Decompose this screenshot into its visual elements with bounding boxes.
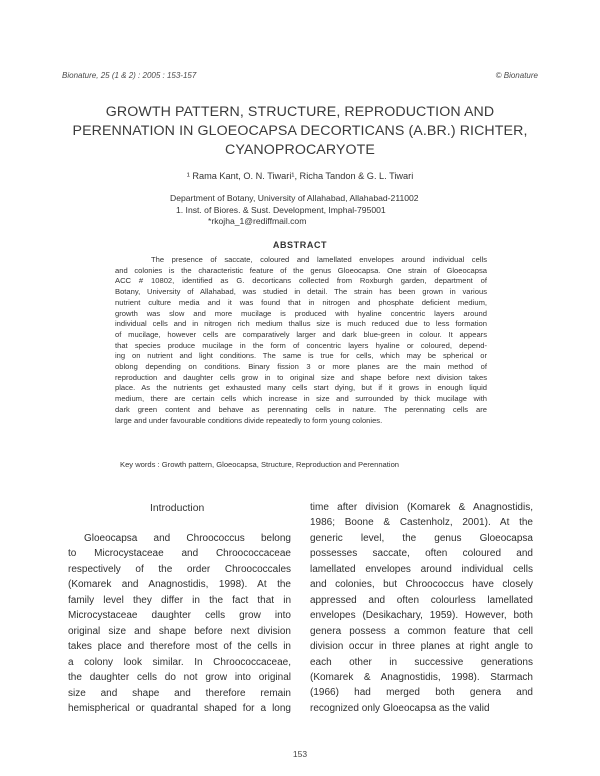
keywords: Key words : Growth pattern, Gloeocapsa, Structure, Reproduction and Perennation <box>120 460 400 469</box>
page-number: 153 <box>292 749 308 759</box>
right-column <box>310 500 533 716</box>
body-line: (1966) had merged both genera and <box>310 687 533 699</box>
body-line: Gloeocapsa and Chroococcus belong <box>84 533 291 544</box>
body-line: hemispherical or quadrantal shaped for a long <box>68 702 291 714</box>
affiliation-line-2: 1. Inst. of Biores. & Sust. Development, Imphal-795001 <box>176 204 386 215</box>
journal-citation: Bionature, 25 (1 & 2) : 2005 : 153-157 <box>62 71 197 80</box>
abstract-line: that species produce mucilage in the form of concentric layers hyaline or coloured, depend- <box>115 340 487 350</box>
body-line: recognized only Gloeocapsa as the valid <box>310 702 490 714</box>
abstract-line: individual cells and in nitrogen rich medium thallus size is much reduced due to less formation <box>115 319 487 329</box>
body-line: (Komarek and Anagnostidis, 1998). At the <box>68 579 291 591</box>
abstract-line: reproduction and daughter cells grow in to original size and shape before next division takes <box>115 372 487 382</box>
abstract-line: of mucilage, however cells are comparatively larger and dark blue-green in colour. It appears <box>115 329 487 339</box>
body-line: to Microcystaceae and Chroococcaceae <box>68 548 291 560</box>
abstract-line: medium, there are certain cells which increase in size and surrounded by thick mucilage with <box>115 394 487 404</box>
affiliations <box>170 193 470 228</box>
title-line-2: PERENNATION IN GLOEOCAPSA DECORTICANS (A.BR.) RICHTER, <box>72 123 528 139</box>
paper-title <box>70 103 530 160</box>
affiliation-line-1: Department of Botany, University of Allahabad, Allahabad-211002 <box>170 193 419 203</box>
body-line: a colony look similar. In Chroococcaceae, <box>68 656 291 668</box>
body-line: and colonies, but Chroococcus have closely <box>310 579 533 591</box>
abstract-heading: ABSTRACT <box>272 240 328 250</box>
abstract-line: ing on nutrient and light conditions. The same is true for cells, which may be spherical or <box>115 351 487 361</box>
introduction-heading: Introduction <box>150 503 205 514</box>
body-line: appressed and often colourless lamellated <box>310 594 533 606</box>
body-line: division occur in three planes at right angle to <box>310 641 533 653</box>
body-line: possesses saccate, often coloured and <box>310 548 533 560</box>
body-line: lamellated envelopes around individual cells <box>310 563 533 575</box>
body-line: respectively of the order Chroococcales <box>68 563 291 575</box>
title-line-3: CYANOPROCARYOTE <box>225 142 375 158</box>
running-head <box>62 71 538 80</box>
body-line: takes place and therefore most of the cells in <box>68 641 291 653</box>
abstract-line: oblong depending on conditions. Binary fission 3 or more planes are the main method of <box>115 362 487 372</box>
body-line: original size and shape before next division <box>68 625 291 637</box>
body-line: genera possess a common feature that cell <box>310 625 533 637</box>
body-line: generic level, the genus Gloeocapsa <box>310 532 533 544</box>
body-line: 1986; Boone & Castenholz, 2001). At the <box>310 517 533 529</box>
abstract-line: place. As the nutrients get exhausted many cells start dying, but if it grows in enough liquid <box>115 383 487 393</box>
affiliation-email: *rkojha_1@rediffmail.com <box>208 216 307 226</box>
abstract-body <box>115 255 487 426</box>
body-line: time after division (Komarek & Anagnostidis, <box>310 502 533 513</box>
abstract-line: ACC # 10802, identified as G. decorticans collected from Roxburgh garden, department of <box>115 276 487 286</box>
abstract-line: The presence of saccate, coloured and lamellated envelopes around individual cells <box>151 255 487 264</box>
body-line: Microcystaceae daughter cells grow into <box>68 610 291 622</box>
abstract-line: growth was slow and more mucilage is produced with hyaline concentric layers around <box>115 308 487 318</box>
body-line: size and shape and therefore remain <box>68 687 291 699</box>
author-list: ¹ Rama Kant, O. N. Tiwari¹, Richa Tandon & G. L. Tiwari <box>186 171 414 181</box>
abstract-line: and colonies is the characteristic feature of the genus Gloeocapsa. One strain of Gloeocapsa <box>115 265 487 275</box>
body-line: the daughter cells do not grow into original <box>68 672 291 684</box>
body-line: (Komarek & Anagnostidis, 1998). Starmach <box>310 671 533 683</box>
abstract-line: large and under favourable conditions divide repeatedly to form young colonies. <box>115 415 383 425</box>
body-line: envelopes (Desikachary, 1959). However, both <box>310 610 533 622</box>
body-line: family level they differ in the fact that in <box>68 594 291 606</box>
copyright-notice: © Bionature <box>495 71 538 80</box>
abstract-line: Botany, University of Allahabad, was studied in detail. The strain has been grown in various <box>115 287 487 297</box>
body-line: each other in successive generations <box>310 656 533 668</box>
left-column <box>68 531 291 716</box>
abstract-line: nutrient culture media and it was found that in nitrogen and phosphate deficient medium, <box>115 297 487 307</box>
abstract-line: dark green content and behave as perennating cells in nature. The perennating cells are <box>115 404 487 414</box>
title-line-1: GROWTH PATTERN, STRUCTURE, REPRODUCTION AND <box>105 104 495 120</box>
